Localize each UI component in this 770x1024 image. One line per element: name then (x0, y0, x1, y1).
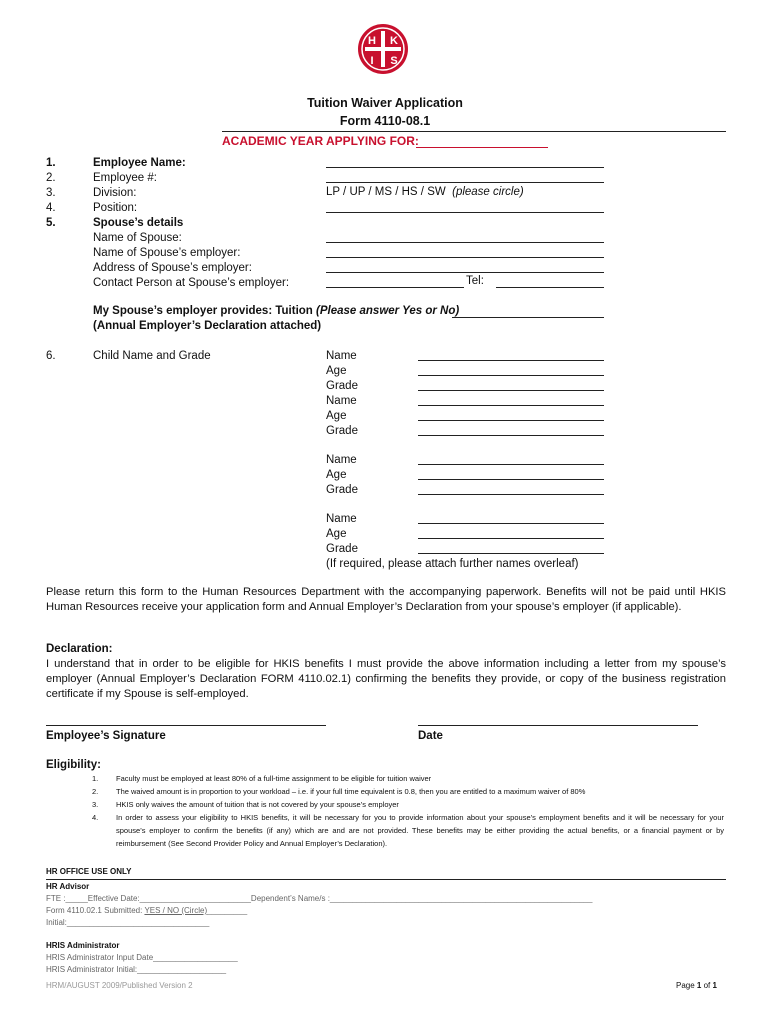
employee-name-field[interactable] (326, 167, 604, 168)
child1-grade-label: Grade (326, 380, 358, 392)
division-options[interactable] (326, 186, 524, 198)
child2-grade-label: Grade (326, 425, 358, 437)
provides-line (93, 305, 459, 317)
field-labels (93, 156, 289, 291)
initial-line[interactable]: Initial:________________________________ (46, 918, 210, 927)
child4-grade-label: Grade (326, 543, 358, 555)
page-total: 1 (712, 981, 717, 990)
child-num: 6. (46, 350, 56, 362)
child1-grade-field[interactable] (418, 390, 604, 391)
child3-age-field[interactable] (418, 479, 604, 480)
eligibility-num: 4. (92, 813, 99, 822)
academic-year-field[interactable] (416, 147, 548, 148)
division-values: LP / UP / MS / HS / SW (326, 186, 446, 198)
child3-grade-label: Grade (326, 484, 358, 496)
eligibility-num: 2. (92, 787, 99, 796)
declaration-attached: (Annual Employer’s Declaration attached) (93, 320, 322, 332)
return-instructions: Please return this form to the Human Resources Department with the accompanying paperwork. Benefits will not be paid until HKIS Human Resources receive your application form and Annual Employer’s Declaration from your spouse’s employer (if applicable). (46, 586, 726, 613)
form-submitted-label: Form 4110.02.1 Submitted: (46, 906, 143, 915)
child4-grade-field[interactable] (418, 553, 604, 554)
page-number (676, 981, 717, 990)
eligibility-text: The waived amount is in proportion to your workload – i.e. if your full time equivalent is 0.8, then you are entitled to a maximum waiver of 80% (116, 787, 586, 796)
employee-number-field[interactable] (326, 182, 604, 183)
hris-input-date-line[interactable]: HRIS Administrator Input Date___________________ (46, 953, 238, 962)
child2-name-field[interactable] (418, 405, 604, 406)
child3-labels (326, 453, 358, 498)
eligibility-num: 3. (92, 800, 99, 809)
eligibility-item (92, 785, 724, 798)
eligibility-list (92, 772, 724, 850)
child4-name-label: Name (326, 513, 357, 525)
field-num-2: 2. (46, 172, 56, 184)
footer-version: HRM/AUGUST 2009/Published Version 2 (46, 981, 193, 990)
child2-grade-field[interactable] (418, 435, 604, 436)
field-numbers (46, 156, 56, 231)
spouse-contact-label: Contact Person at Spouse’s employer: (93, 277, 290, 289)
svg-text:I: I (370, 55, 374, 67)
eligibility-text: Faculty must be employed at least 80% of a full-time assignment to be eligible for tuition waiver (116, 774, 432, 783)
svg-text:H: H (368, 35, 376, 47)
eligibility-text: In order to assess your eligibility to HKIS benefits, it will be necessary for you to provide information about your spouse’s employment benefits and it will be necessary for your spouse’s employer to confirm the benefits (if any) which are and are not provided. These benefits may be either providing the actual benefits, or a financial payment or by reimbursement (See Second Provider Policy and Annual Employer’s Declaration). (116, 813, 724, 848)
field-num-1: 1. (46, 157, 56, 169)
svg-text:K: K (390, 35, 398, 47)
position-field[interactable] (326, 212, 604, 213)
eligibility-num: 1. (92, 774, 99, 783)
spouse-details-label: Spouse’s details (93, 217, 184, 229)
fte-line[interactable]: FTE :_____Effective Date:_________________________Dependent’s Name/s :___________________________________________________________ (46, 894, 593, 903)
hr-advisor-label: HR Advisor (46, 882, 90, 891)
eligibility-item (92, 772, 724, 785)
hris-initial-line[interactable]: HRIS Administrator Initial:____________________ (46, 965, 227, 974)
declaration-heading: Declaration: (46, 643, 113, 655)
tel-label: Tel: (466, 275, 484, 287)
spouse-name-label: Name of Spouse: (93, 232, 182, 244)
spouse-employer-address-field[interactable] (326, 272, 604, 273)
eligibility-text: HKIS only waives the amount of tuition that is not covered by your spouse’s employer (116, 800, 399, 809)
child2-name-label: Name (326, 395, 357, 407)
eligibility-item (92, 811, 724, 850)
spouse-employer-address-label: Address of Spouse’s employer: (93, 262, 252, 274)
field-num-5: 5. (46, 217, 56, 229)
employee-name-label: Employee Name: (93, 157, 186, 169)
position-label: Position: (93, 202, 138, 214)
eligibility-item (92, 798, 724, 811)
field-num-4: 4. (46, 202, 56, 214)
child-label: Child Name and Grade (93, 350, 211, 362)
signature-field[interactable] (46, 725, 326, 726)
spouse-contact-field[interactable] (326, 287, 464, 288)
form-submitted-blank: _________ (207, 906, 248, 915)
child1-age-label: Age (326, 365, 347, 377)
academic-year-label: ACADEMIC YEAR APPLYING FOR: (222, 134, 419, 148)
form-submitted-line[interactable] (46, 906, 247, 915)
page-label: Page (676, 981, 695, 990)
spouse-name-field[interactable] (326, 242, 604, 243)
child3-name-label: Name (326, 454, 357, 466)
child4-age-label: Age (326, 528, 347, 540)
page-of: of (703, 981, 711, 990)
child1-name-field[interactable] (418, 360, 604, 361)
provides-answer-field[interactable] (452, 317, 604, 318)
child-note: (If required, please attach further names overleaf) (326, 558, 579, 570)
hr-office-heading: HR OFFICE USE ONLY (46, 867, 132, 876)
child2-age-label: Age (326, 410, 347, 422)
hkis-logo (356, 22, 410, 76)
provides-label: My Spouse’s employer provides: Tuition (93, 305, 313, 317)
child4-age-field[interactable] (418, 538, 604, 539)
child4-labels (326, 512, 579, 572)
child1-age-field[interactable] (418, 375, 604, 376)
signature-label: Employee’s Signature (46, 730, 166, 742)
tel-field[interactable] (496, 287, 604, 288)
hr-divider (46, 879, 726, 880)
form-title: Tuition Waiver Application (307, 96, 463, 110)
date-field[interactable] (418, 725, 698, 726)
spouse-employer-label: Name of Spouse’s employer: (93, 247, 241, 259)
title-divider (222, 131, 726, 132)
child3-grade-field[interactable] (418, 494, 604, 495)
declaration-text: I understand that in order to be eligible for HKIS benefits I must provide the above information including a letter from my spouse’s employer (Annual Employer’s Declaration FORM 4110.02.1) confirming the benefits they provide, or copy of the business registration certificate if my Spouse is self-employed. (46, 658, 726, 700)
svg-text:S: S (390, 55, 398, 67)
provides-note: (Please answer Yes or No) (316, 305, 460, 317)
employee-number-label: Employee #: (93, 172, 157, 184)
child3-age-label: Age (326, 469, 347, 481)
hris-heading: HRIS Administrator (46, 941, 120, 950)
child1-name-label: Name (326, 350, 357, 362)
child-labels (326, 349, 358, 439)
date-label: Date (418, 730, 443, 742)
child3-name-field[interactable] (418, 464, 604, 465)
page-current: 1 (696, 981, 702, 990)
form-submitted-options[interactable]: YES / NO (Circle) (144, 906, 208, 915)
division-label: Division: (93, 187, 137, 199)
field-num-3: 3. (46, 187, 56, 199)
child4-name-field[interactable] (418, 523, 604, 524)
division-hint: (please circle) (452, 186, 524, 198)
eligibility-heading: Eligibility: (46, 759, 101, 771)
spouse-employer-field[interactable] (326, 257, 604, 258)
form-number: Form 4110-08.1 (339, 114, 431, 128)
child2-age-field[interactable] (418, 420, 604, 421)
